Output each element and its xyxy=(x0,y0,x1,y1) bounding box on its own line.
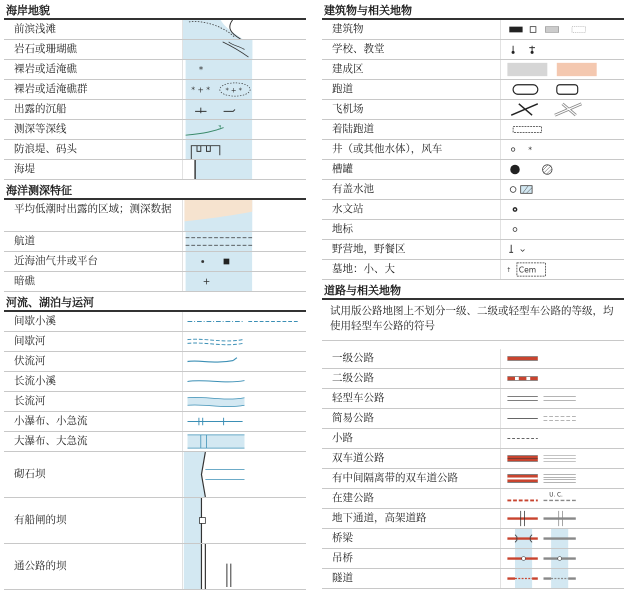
legend-label: 水文站 xyxy=(332,203,364,215)
roads-intro-text: 试用版公路地图上不划分一级、二级或轻型车公路的等级，均使用轻型车公路的符号 xyxy=(322,300,624,341)
row-wreck xyxy=(4,100,306,120)
legend-label: 地标 xyxy=(332,223,353,235)
row-masonry-dam xyxy=(4,452,306,498)
svg-text:3: 3 xyxy=(217,125,222,132)
legend-label: 有中间隔离带的双车道公路 xyxy=(332,472,458,484)
symbol-breakwater xyxy=(182,140,306,159)
symbol-tidal-area xyxy=(182,200,306,231)
symbol-offshore-well xyxy=(182,252,306,271)
legend-label: 在建公路 xyxy=(332,492,374,504)
row-channel xyxy=(4,232,306,252)
row-light-duty-road xyxy=(322,389,624,409)
row-large-falls xyxy=(4,432,306,452)
row-runway xyxy=(322,80,624,100)
symbol-sunken-rock xyxy=(182,272,306,291)
legend-label: 小路 xyxy=(332,432,353,444)
legend-label: 飞机场 xyxy=(332,103,364,115)
symbol-foreshore xyxy=(182,20,306,39)
symbol-dual-highway xyxy=(500,449,624,468)
symbol-well-windmill xyxy=(500,140,624,159)
legend-label: 海堤 xyxy=(14,163,35,175)
section-title-roads: 道路与相关地物 xyxy=(322,280,624,300)
row-reef xyxy=(4,40,306,60)
legend-label: 轻型车公路 xyxy=(332,392,385,404)
symbol-small-falls xyxy=(182,412,306,431)
row-disappearing-stream xyxy=(4,352,306,372)
legend-label: 墓地：小、大 xyxy=(332,263,395,275)
legend-label: 砌石坝 xyxy=(14,468,46,480)
legend-label: 裸岩或适淹礁群 xyxy=(14,83,88,95)
symbol-depth-curve xyxy=(182,120,306,139)
row-seawall xyxy=(4,160,306,180)
legend-label: 二级公路 xyxy=(332,372,374,384)
legend-label: 航道 xyxy=(14,235,35,247)
symbol-rock xyxy=(182,60,306,79)
symbol-light-duty-road xyxy=(500,389,624,408)
row-offshore-well xyxy=(4,252,306,272)
legend-label: 学校、教堂 xyxy=(332,43,385,55)
uc-label: U. C. xyxy=(549,492,563,499)
row-small-falls xyxy=(4,412,306,432)
symbol-road-under-construction xyxy=(500,489,624,508)
row-campground xyxy=(322,240,624,260)
symbol-tunnel xyxy=(500,569,624,588)
legend-label: 出露的沉船 xyxy=(14,103,67,115)
svg-text:* + *: * + * xyxy=(225,86,242,95)
symbol-unimproved-road xyxy=(500,409,624,428)
legend-label: 槽罐 xyxy=(332,163,353,175)
row-dam-with-lock xyxy=(4,498,306,544)
legend-label: 平均低潮时出露的区域；测深数据 xyxy=(14,203,172,215)
legend-label: 防浪堤、码头 xyxy=(14,143,77,155)
row-gaging-station xyxy=(322,200,624,220)
symbol-tank xyxy=(500,160,624,179)
legend-label: 有盖水池 xyxy=(332,183,374,195)
symbol-school-church xyxy=(500,40,624,59)
row-cemetery xyxy=(322,260,624,280)
row-tank xyxy=(322,160,624,180)
legend-label: 双车道公路 xyxy=(332,452,385,464)
row-perennial-river xyxy=(4,392,306,412)
legend-label: 井（或其他水体），风车 xyxy=(332,143,443,155)
symbol-perennial-river xyxy=(182,392,306,411)
svg-text:*: * xyxy=(198,65,204,76)
legend-label: 测深等深线 xyxy=(14,123,67,135)
symbol-primary-highway xyxy=(500,349,624,368)
legend-label: 通公路的坝 xyxy=(14,560,67,572)
row-school-church xyxy=(322,40,624,60)
cemetery-label: Cem xyxy=(518,265,537,275)
legend-label: 隧道 xyxy=(332,572,353,584)
legend-label: 长流小溪 xyxy=(14,375,56,387)
row-trail xyxy=(322,429,624,449)
symbol-bridge xyxy=(500,529,624,548)
legend-label: 建筑物 xyxy=(332,23,364,35)
row-unimproved-road xyxy=(322,409,624,429)
row-intermittent-stream xyxy=(4,312,306,332)
legend-label: 暗礁 xyxy=(14,275,35,287)
symbol-underpass-overpass xyxy=(500,509,624,528)
legend-label: 前滨浅滩 xyxy=(14,23,56,35)
svg-text:†: † xyxy=(507,267,511,274)
legend-label: 地下通道，高架道路 xyxy=(332,512,427,524)
legend-label: 近海油气井或平台 xyxy=(14,255,98,267)
row-foreshore xyxy=(4,20,306,40)
row-intermittent-river xyxy=(4,332,306,352)
symbol-secondary-highway xyxy=(500,369,624,388)
symbol-divided-highway xyxy=(500,469,624,488)
row-tidal-area xyxy=(4,200,306,232)
section-title-coast: 海岸地貌 xyxy=(4,0,306,20)
legend-label: 吊桥 xyxy=(332,552,353,564)
row-building xyxy=(322,20,624,40)
symbol-dam-with-lock xyxy=(182,498,306,543)
svg-text:*: * xyxy=(528,145,533,155)
legend-label: 跑道 xyxy=(332,83,353,95)
symbol-dam-with-road xyxy=(182,544,306,589)
symbol-campground xyxy=(500,240,624,259)
symbol-large-falls xyxy=(182,432,306,451)
symbol-perennial-stream xyxy=(182,372,306,391)
row-covered-reservoir xyxy=(322,180,624,200)
symbol-drawbridge xyxy=(500,549,624,568)
symbol-building xyxy=(500,20,624,39)
row-depth-curve xyxy=(4,120,306,140)
symbol-landing-strip xyxy=(500,120,624,139)
symbol-airport xyxy=(500,100,624,119)
row-airport xyxy=(322,100,624,120)
symbol-channel xyxy=(182,232,306,251)
row-rock xyxy=(4,60,306,80)
row-tunnel xyxy=(322,569,624,589)
section-title-buildings: 建筑物与相关地物 xyxy=(322,0,624,20)
legend-label: 野营地，野餐区 xyxy=(332,243,406,255)
row-landing-strip xyxy=(322,120,624,140)
symbol-rock-group xyxy=(182,80,306,99)
row-breakwater xyxy=(4,140,306,160)
legend-label: 有船闸的坝 xyxy=(14,514,67,526)
row-divided-highway xyxy=(322,469,624,489)
section-title-water: 河流、湖泊与运河 xyxy=(4,292,306,312)
symbol-disappearing-stream xyxy=(182,352,306,371)
symbol-runway xyxy=(500,80,624,99)
legend-label: 一级公路 xyxy=(332,352,374,364)
symbol-gaging-station xyxy=(500,200,624,219)
row-drawbridge xyxy=(322,549,624,569)
legend-label: 建成区 xyxy=(332,63,364,75)
symbol-covered-reservoir xyxy=(500,180,624,199)
legend-label: 间歇河 xyxy=(14,335,46,347)
section-title-ocean: 海洋测深特征 xyxy=(4,180,306,200)
legend-label: 长流河 xyxy=(14,395,46,407)
row-built-up xyxy=(322,60,624,80)
symbol-intermittent-river xyxy=(182,332,306,351)
symbol-reef xyxy=(182,40,306,59)
symbol-built-up xyxy=(500,60,624,79)
row-dual-highway xyxy=(322,449,624,469)
symbol-trail xyxy=(500,429,624,448)
row-perennial-stream xyxy=(4,372,306,392)
legend-label: 裸岩或适淹礁 xyxy=(14,63,77,75)
legend-label: 简易公路 xyxy=(332,412,374,424)
legend-label: 岩石或珊瑚礁 xyxy=(14,43,77,55)
right-column xyxy=(322,0,624,589)
symbol-landmark xyxy=(500,220,624,239)
row-primary-highway xyxy=(322,349,624,369)
row-sunken-rock xyxy=(4,272,306,292)
row-underpass-overpass xyxy=(322,509,624,529)
row-well-windmill xyxy=(322,140,624,160)
symbol-cemetery xyxy=(500,260,624,279)
legend-label: 间歇小溪 xyxy=(14,315,56,327)
symbol-wreck xyxy=(182,100,306,119)
left-column xyxy=(4,0,306,590)
row-secondary-highway xyxy=(322,369,624,389)
symbol-seawall xyxy=(182,160,306,179)
svg-text:* + *: * + * xyxy=(191,85,211,95)
legend-label: 桥梁 xyxy=(332,532,353,544)
row-bridge xyxy=(322,529,624,549)
symbol-intermittent-stream xyxy=(182,312,306,331)
row-rock-group xyxy=(4,80,306,100)
row-dam-with-road xyxy=(4,544,306,590)
row-road-under-construction xyxy=(322,489,624,509)
legend-label: 伏流河 xyxy=(14,355,46,367)
symbol-masonry-dam xyxy=(182,452,306,497)
legend-label: 小瀑布、小急流 xyxy=(14,415,88,427)
legend-label: 大瀑布、大急流 xyxy=(14,435,88,447)
legend-label: 着陆跑道 xyxy=(332,123,374,135)
roads-spacer xyxy=(322,341,624,349)
row-landmark xyxy=(322,220,624,240)
